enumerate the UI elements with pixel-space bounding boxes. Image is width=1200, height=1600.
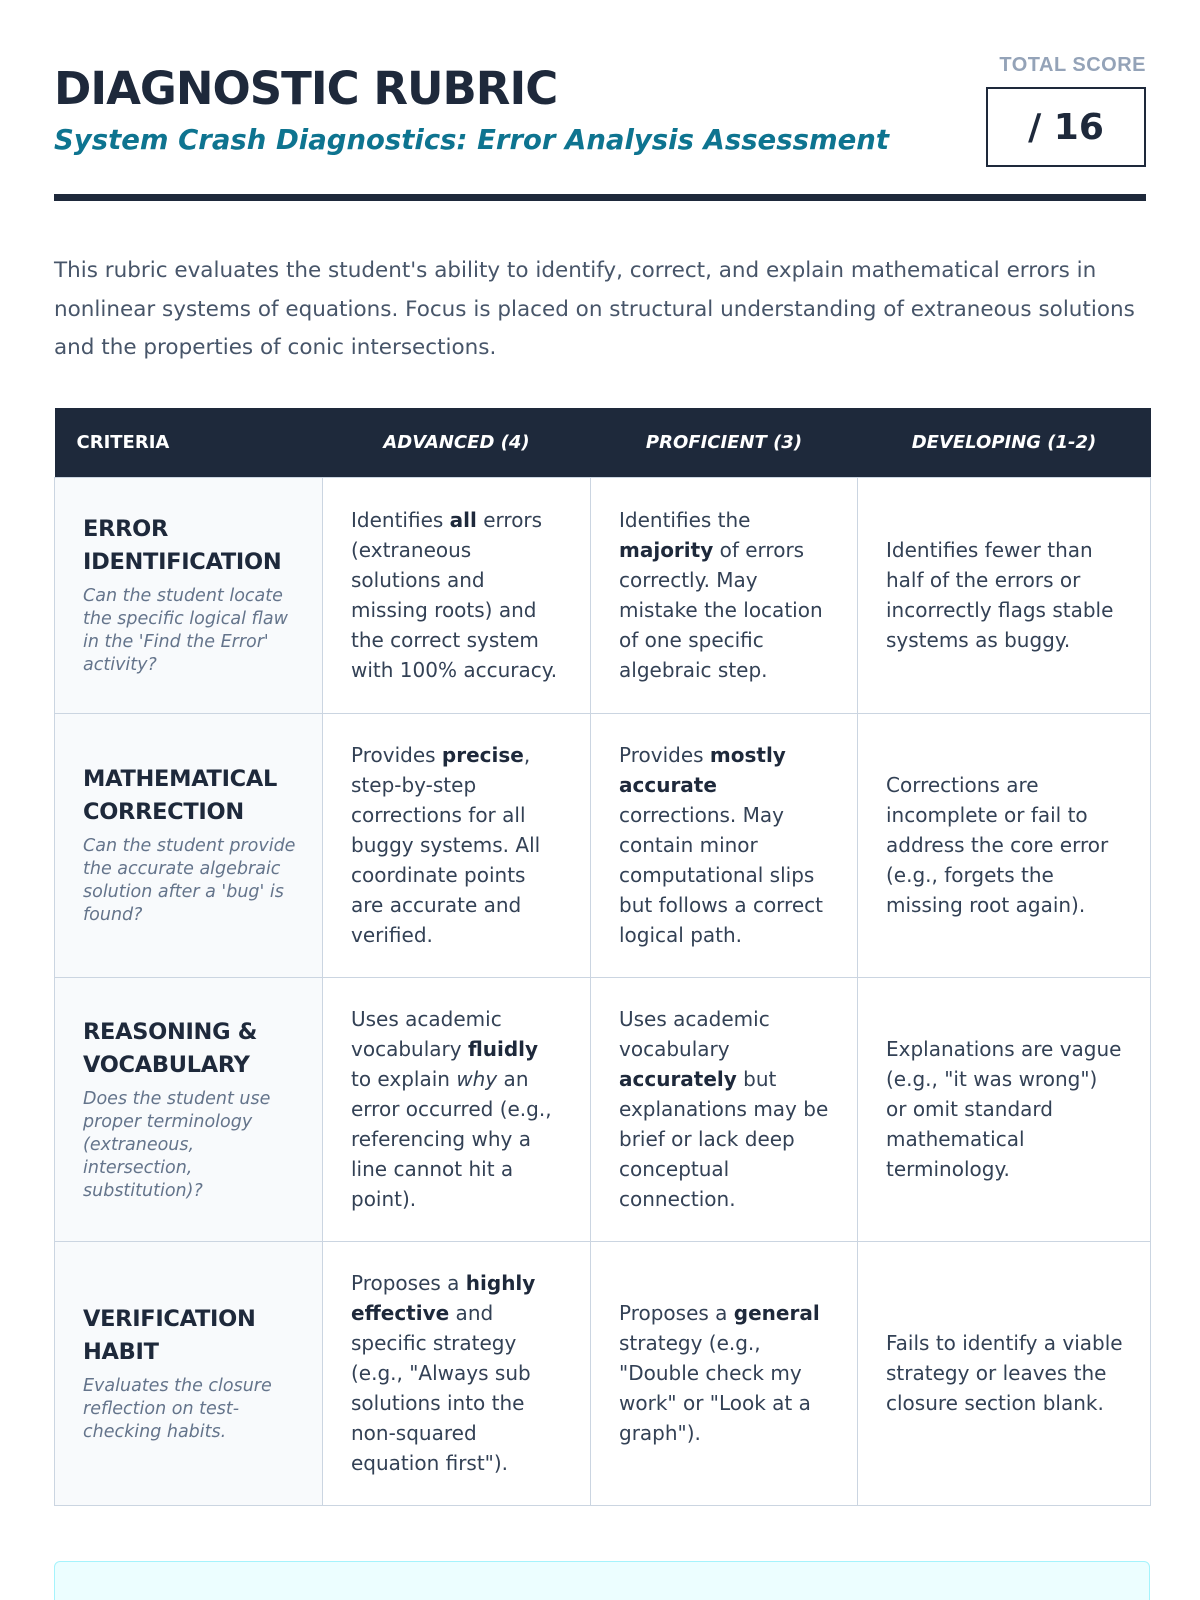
developing-cell: Fails to identify a viable strategy or leaves the closure section blank. xyxy=(858,1241,1151,1505)
cell-text: Proposes a xyxy=(351,1271,466,1295)
header-proficient: PROFICIENT (3) xyxy=(591,408,858,477)
cell-text: corrections. May contain minor computational slips but follows a correct logical path. xyxy=(619,803,823,947)
cell-italic: why xyxy=(456,1067,498,1091)
cell-emphasis: mostly accurate xyxy=(619,743,786,797)
criteria-name: REASONING & VOCABULARY xyxy=(83,1018,258,1078)
cell-text: errors (extraneous solutions and missing roots) and the correct system with 100% accuracy. xyxy=(351,508,558,682)
advanced-cell xyxy=(323,977,591,1241)
table-row xyxy=(55,477,1151,713)
proficient-cell xyxy=(591,477,858,713)
criteria-name: ERROR IDENTIFICATION xyxy=(83,516,282,575)
rubric-table xyxy=(54,408,1151,1506)
cell-text: Provides xyxy=(351,743,442,767)
page-subtitle: System Crash Diagnostics: Error Analysis Assessment xyxy=(54,124,889,156)
page-title: DIAGNOSTIC RUBRIC xyxy=(54,62,558,115)
cell-text: Identifies xyxy=(351,508,450,532)
criteria-cell xyxy=(55,477,323,713)
developing-cell: Identifies fewer than half of the errors or incorrectly flags stable systems as buggy. xyxy=(858,477,1151,713)
criteria-question: Does the student use proper terminology (extraneous, intersection, substitution)? xyxy=(83,1088,271,1201)
cell-text: to explain xyxy=(351,1067,457,1091)
criteria-question: Can the student locate the specific logical flaw in the 'Find the Error' activity? xyxy=(83,586,288,675)
note-box xyxy=(54,1561,1150,1600)
intro-paragraph: This rubric evaluates the student's ability to identify, correct, and explain mathematical errors in nonlinear systems of equations. Focus is placed on structural understanding of extraneous solutions and the properties of conic intersections. xyxy=(54,258,1135,360)
advanced-cell xyxy=(323,713,591,977)
advanced-cell xyxy=(323,477,591,713)
table-row xyxy=(55,713,1151,977)
cell-text: but explanations may be brief or lack deep conceptual connection. xyxy=(619,1067,829,1211)
proficient-cell xyxy=(591,977,858,1241)
score-box[interactable]: / 16 xyxy=(986,87,1146,167)
advanced-cell xyxy=(323,1241,591,1505)
table-header-row xyxy=(55,408,1151,477)
criteria-question: Can the student provide the accurate algebraic solution after a 'bug' is found? xyxy=(83,836,296,925)
header-criteria: CRITERIA xyxy=(55,408,323,477)
cell-text: Identifies the xyxy=(619,508,751,532)
criteria-cell xyxy=(55,977,323,1241)
cell-text: Uses academic vocabulary xyxy=(619,1007,770,1061)
cell-emphasis: fluidly xyxy=(467,1037,539,1061)
criteria-name: MATHEMATICAL CORRECTION xyxy=(83,766,278,825)
cell-text: Provides xyxy=(619,743,710,767)
cell-text: and specific strategy (e.g., "Always sub solutions into the non-squared equation first"). xyxy=(351,1301,531,1475)
criteria-name: VERIFICATION HABIT xyxy=(83,1305,256,1365)
cell-emphasis: accurately xyxy=(619,1067,737,1091)
developing-cell: Explanations are vague (e.g., "it was wrong") or omit standard mathematical terminology. xyxy=(858,977,1151,1241)
header-divider xyxy=(54,194,1146,201)
score-label: TOTAL SCORE xyxy=(999,54,1146,76)
cell-emphasis: all xyxy=(449,508,477,532)
cell-text: an error occurred (e.g., referencing why a line cannot hit a point). xyxy=(351,1067,552,1211)
cell-text: of errors correctly. May mistake the location of one specific algebraic step. xyxy=(619,538,823,682)
developing-cell: Corrections are incomplete or fail to address the core error (e.g., forgets the missing root again). xyxy=(858,713,1151,977)
header-advanced: ADVANCED (4) xyxy=(323,408,591,477)
criteria-question: Evaluates the closure reflection on test-checking habits. xyxy=(83,1375,272,1442)
table-row xyxy=(55,1241,1151,1505)
criteria-cell xyxy=(55,713,323,977)
proficient-cell xyxy=(591,1241,858,1505)
table-row xyxy=(55,977,1151,1241)
header-developing: DEVELOPING (1-2) xyxy=(858,408,1151,477)
cell-text: Uses academic vocabulary xyxy=(351,1007,502,1061)
cell-emphasis: precise xyxy=(441,743,524,767)
cell-text: , step-by-step corrections for all buggy systems. All coordinate points are accurate and verified. xyxy=(351,743,541,947)
cell-emphasis: general xyxy=(733,1301,820,1325)
header xyxy=(54,0,1146,200)
cell-emphasis: majority xyxy=(619,538,714,562)
criteria-cell xyxy=(55,1241,323,1505)
cell-text: strategy (e.g., "Double check my work" or "Look at a graph"). xyxy=(619,1331,811,1445)
cell-text: Proposes a xyxy=(619,1301,734,1325)
proficient-cell xyxy=(591,713,858,977)
cell-emphasis: highly effective xyxy=(351,1271,536,1325)
